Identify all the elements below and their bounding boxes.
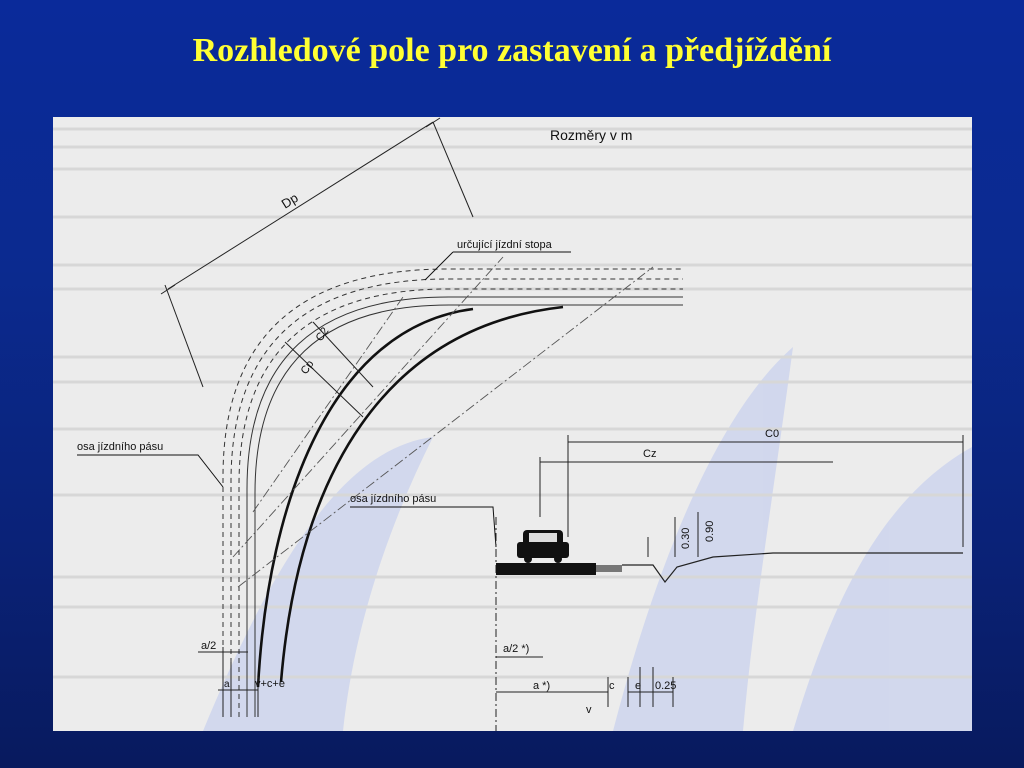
dim-025: 0.25	[655, 680, 677, 692]
c-label: c	[609, 680, 615, 692]
dp-label: Dp	[278, 190, 301, 212]
axis-label-right: osa jízdního pásu	[350, 493, 437, 505]
a-half-right: a/2 *)	[503, 643, 530, 655]
c2-label: C2	[313, 325, 332, 344]
cp-label: Cp	[298, 358, 317, 377]
track-label: určující jízdní stopa	[457, 239, 552, 251]
car-icon	[517, 530, 569, 563]
dim-030: 0.30	[680, 527, 692, 549]
v-label: v	[586, 704, 592, 716]
dp-dimension	[161, 118, 473, 387]
a-right: a *)	[533, 680, 551, 692]
road-surface	[496, 563, 596, 575]
a-left: a	[224, 679, 230, 690]
units-label: Rozměry v m	[550, 127, 633, 143]
faded-text-lines	[53, 129, 972, 677]
sight-lines	[233, 257, 653, 587]
dim-090: 0.90	[704, 520, 716, 542]
c0-label: C0	[765, 428, 780, 440]
a-half-left: a/2	[201, 640, 217, 652]
axis-label-left: osa jízdního pásu	[77, 441, 164, 453]
cz-label: Cz	[643, 448, 657, 460]
vce-label: v+c+e	[255, 678, 285, 690]
e-label: e	[635, 680, 642, 692]
watermark-shapes	[203, 347, 972, 731]
sight-field-diagram	[53, 117, 972, 731]
slide-title: Rozhledové pole pro zastavení a předjíždění	[192, 32, 832, 69]
shoulder	[596, 565, 622, 572]
